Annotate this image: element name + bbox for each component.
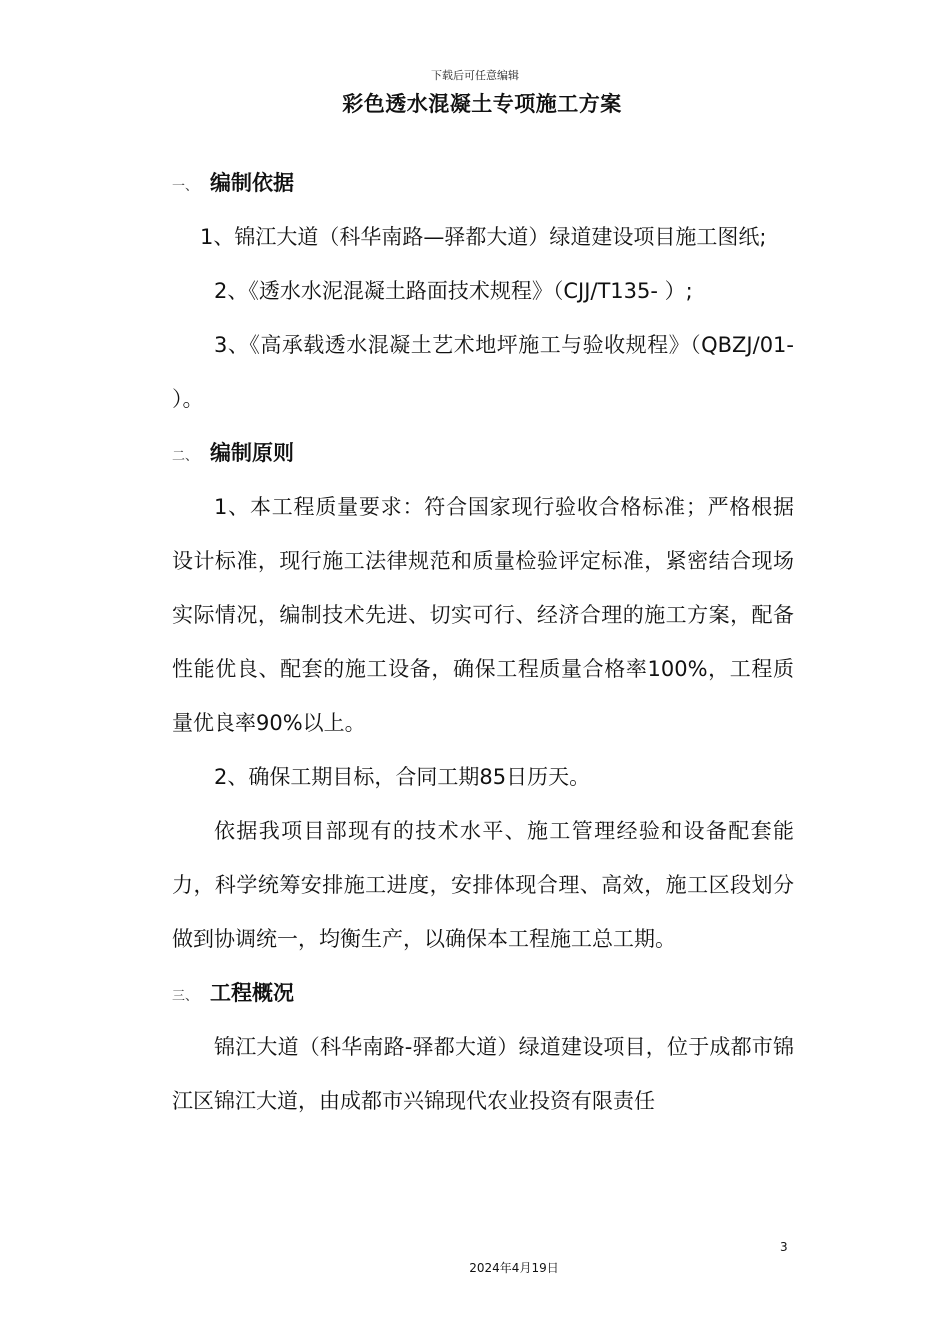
section-number: 三、	[172, 989, 199, 1004]
paragraph: 1、本工程质量要求：符合国家现行验收合格标准；严格根据设计标准，现行施工法律规范和质量检验评定标准，紧密结合现场实际情况，编制技术先进、切实可行、经济合理的施工方案，配备性能优良、配套的施工设备，确保工程质量合格率100%，工程质量优良率90%以上。	[172, 495, 794, 735]
section-heading-principles	[172, 426, 794, 480]
paragraph: 2、《透水水泥混凝土路面技术规程》（CJJ/T135- ）;	[214, 279, 693, 303]
section-title: 编制依据	[210, 171, 295, 195]
section-number: 二、	[172, 449, 199, 464]
paragraph: 依据我项目部现有的技术水平、施工管理经验和设备配套能力，科学统筹安排施工进度，安排体现合理、高效，施工区段划分做到协调统一，均衡生产，以确保本工程施工总工期。	[172, 819, 794, 951]
paragraph: 1、锦江大道（科华南路—驿都大道）绿道建设项目施工图纸;	[200, 225, 767, 249]
section-title: 编制原则	[210, 441, 295, 465]
section-number: 一、	[172, 179, 199, 194]
section-title: 工程概况	[210, 981, 295, 1005]
document-title: 彩色透水混凝土专项施工方案	[342, 92, 622, 116]
page-number: 3	[780, 1240, 788, 1254]
paragraph: 锦江大道（科华南路-驿都大道）绿道建设项目，位于成都市锦江区锦江大道，由成都市兴锦现代农业投资有限责任	[172, 1035, 794, 1113]
footer-date: 2024年4月19日	[469, 1261, 559, 1275]
document-body	[172, 156, 794, 1128]
section-heading-basis	[172, 156, 794, 210]
paragraph: 2、确保工期目标，合同工期85日历天。	[214, 765, 591, 789]
section-heading-overview	[172, 966, 794, 1020]
paragraph: 3、《高承载透水混凝土艺术地坪施工与验收规程》（QBZJ/01- ）。	[172, 333, 794, 411]
header-note: 下载后可任意编辑	[431, 69, 519, 82]
